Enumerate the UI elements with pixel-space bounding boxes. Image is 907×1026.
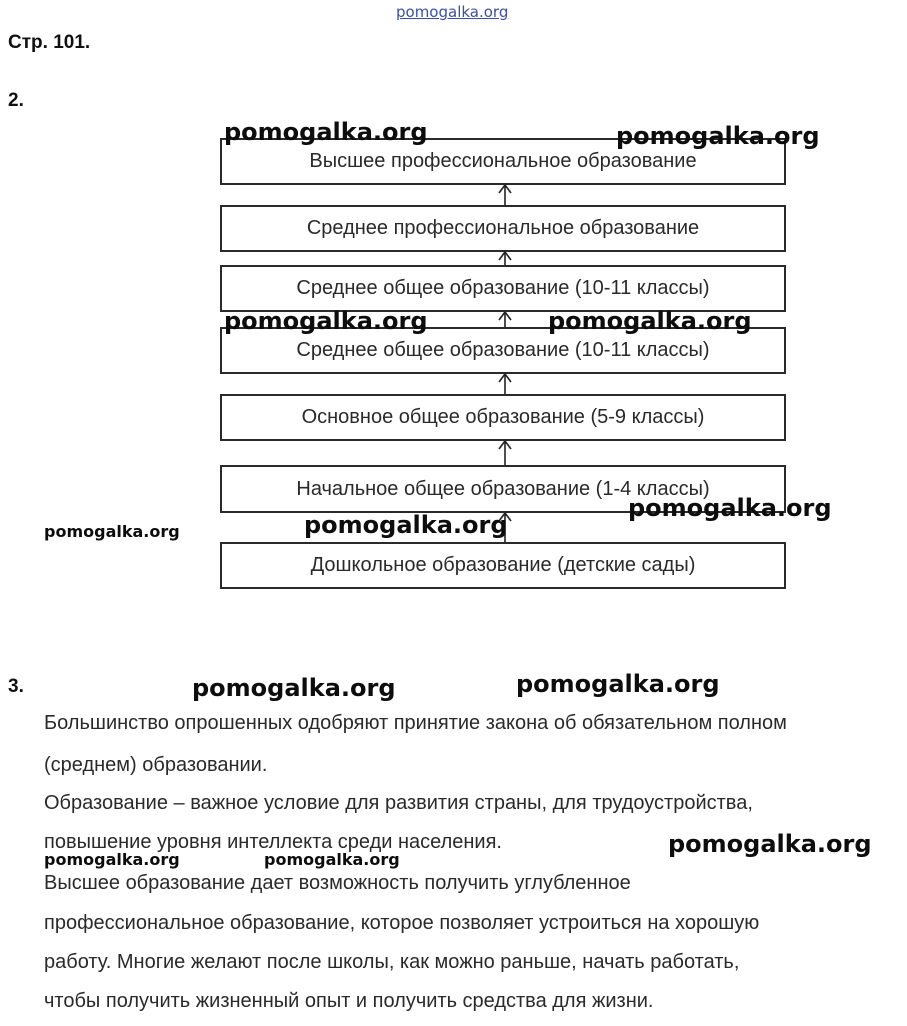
- answer-line: Большинство опрошенных одобряют принятие закона об обязательном полном: [44, 712, 787, 734]
- watermark: pomogalka.org: [224, 118, 428, 146]
- watermark: pomogalka.org: [44, 522, 180, 541]
- arrow-up-icon: [499, 441, 511, 466]
- level-secondary-professional: Среднее профессиональное образование: [220, 205, 786, 252]
- arrow-up-icon: [499, 185, 511, 207]
- answer-line: повышение уровня интеллекта среди населения.: [44, 831, 502, 853]
- watermark: pomogalka.org: [224, 307, 428, 335]
- watermark: pomogalka.org: [628, 494, 832, 522]
- level-secondary-general-repeat: Среднее общее образование (10-11 классы): [220, 327, 786, 374]
- watermark: pomogalka.org: [192, 674, 396, 702]
- answer-line: профессиональное образование, которое позволяет устроиться на хорошую: [44, 912, 760, 934]
- watermark: pomogalka.org: [304, 511, 508, 539]
- watermark: pomogalka.org: [616, 122, 820, 150]
- watermark: pomogalka.org: [548, 307, 752, 335]
- level-secondary-general: Среднее общее образование (10-11 классы): [220, 265, 786, 312]
- arrow-up-icon: [499, 312, 511, 328]
- level-higher-professional: Высшее профессиональное образование: [220, 138, 786, 185]
- level-basic-general: Основное общее образование (5-9 классы): [220, 394, 786, 441]
- answer-line: Образование – важное условие для развития страны, для трудоустройства,: [44, 792, 753, 814]
- arrow-up-icon: [499, 252, 511, 266]
- arrow-up-icon: [499, 374, 511, 396]
- task-2-number: 2.: [8, 90, 24, 111]
- page-reference: Стр. 101.: [8, 32, 91, 53]
- task-3-number: 3.: [8, 676, 24, 697]
- watermark: pomogalka.org: [516, 670, 720, 698]
- answer-line: Высшее образование дает возможность получить углубленное: [44, 872, 631, 894]
- answer-line: работу. Многие желают после школы, как можно раньше, начать работать,: [44, 951, 740, 973]
- watermark: pomogalka.org: [668, 830, 872, 858]
- answer-line: (среднем) образовании.: [44, 754, 268, 776]
- watermark: pomogalka.org: [396, 3, 509, 21]
- answer-line: чтобы получить жизненный опыт и получить средства для жизни.: [44, 990, 654, 1012]
- level-preschool: Дошкольное образование (детские сады): [220, 542, 786, 589]
- level-primary-general: Начальное общее образование (1-4 классы): [220, 465, 786, 513]
- watermark: pomogalka.org: [44, 850, 180, 869]
- watermark: pomogalka.org: [264, 850, 400, 869]
